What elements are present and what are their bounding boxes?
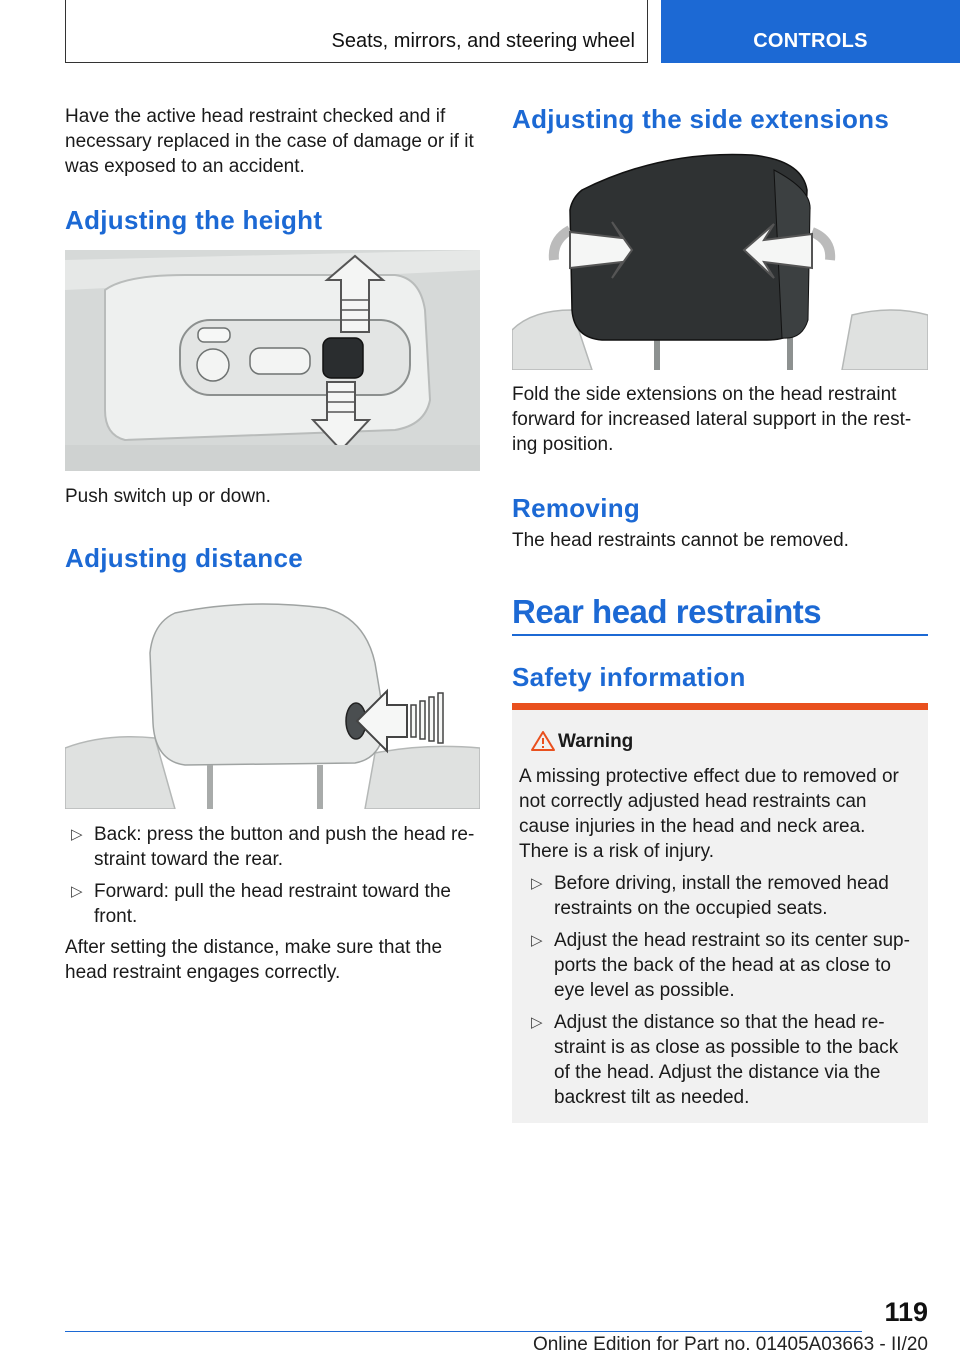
safety-information-section (512, 661, 928, 693)
distance-after-text: After setting the distance, make sure that the head restraint engages correctly. (65, 937, 443, 983)
bullet-triangle-icon: ▷ (71, 826, 83, 843)
side-extensions-text: Fold the side extensions on the head restraint forward for increased lateral support in the resting position. (512, 384, 912, 455)
height-text: Push switch up or down. (65, 486, 271, 507)
heading-rule (512, 634, 928, 636)
bullet-triangle-icon: ▷ (531, 1014, 543, 1031)
bullet-triangle-icon: ▷ (531, 932, 543, 949)
chapter-tab[interactable] (661, 0, 960, 63)
warning-title-row (519, 730, 918, 756)
bullet-triangle-icon: ▷ (71, 883, 83, 900)
side-extensions-illustration (512, 150, 928, 370)
list-item: ▷ Back: press the button and push the head restraint toward the rear. (71, 824, 475, 870)
warning-bar (512, 703, 928, 710)
edition-text: Online Edition for Part no. 01405A03663 - II/20 (532, 1334, 928, 1355)
side-extensions-section (512, 103, 928, 135)
warning-triangle-icon (530, 730, 556, 757)
list-item: ▷ Adjust the head restraint so its center supports the back of the head at as close to eye level as possible. (531, 930, 910, 1001)
intro-text: Have the active head restraint checked and if necessary replaced in the case of damage or if it was exposed to an accident. (65, 106, 474, 177)
removing-text: The head restraints cannot be removed. (512, 530, 849, 551)
intro-paragraph (65, 104, 480, 179)
side-extensions-heading: Adjusting the side extensions (512, 104, 890, 134)
height-instruction (65, 484, 480, 509)
distance-heading: Adjusting distance (65, 543, 303, 573)
safety-information-heading: Safety information (512, 662, 746, 692)
distance-bullets (65, 822, 480, 985)
warning-text: A missing protective effect due to removed or not correctly adjusted head restraints can cause injuries in the head and neck area. There is a risk of injury. (519, 766, 899, 862)
page-number: 119 (884, 1297, 928, 1327)
removing-section (512, 492, 928, 553)
list-item: ▷ Forward: pull the head restraint toward the front. (71, 881, 451, 927)
footer-rule (65, 1331, 862, 1332)
height-heading: Adjusting the height (65, 205, 323, 235)
section-title: Seats, mirrors, and steering wheel (331, 30, 635, 52)
list-item: ▷ Adjust the distance so that the head restraint is as close as possible to the back of the head. Adjust the distance via the backrest tilt as needed. (531, 1012, 899, 1108)
chapter-tab-label: CONTROLS (753, 30, 868, 52)
height-switch-illustration (65, 250, 480, 471)
side-extensions-paragraph (512, 382, 928, 457)
rear-head-restraints-section (512, 592, 928, 636)
warning-box (512, 703, 928, 1123)
distance-button-illustration (65, 593, 480, 809)
distance-section (65, 542, 480, 574)
bullet-triangle-icon: ▷ (531, 875, 543, 892)
warning-title: Warning (558, 731, 634, 752)
list-item: ▷ Before driving, install the removed head restraints on the occupied seats. (531, 873, 889, 919)
header-section-box (65, 0, 648, 63)
removing-heading: Removing (512, 493, 641, 523)
height-section (65, 204, 480, 236)
rear-head-restraints-heading: Rear head restraints (512, 593, 822, 630)
